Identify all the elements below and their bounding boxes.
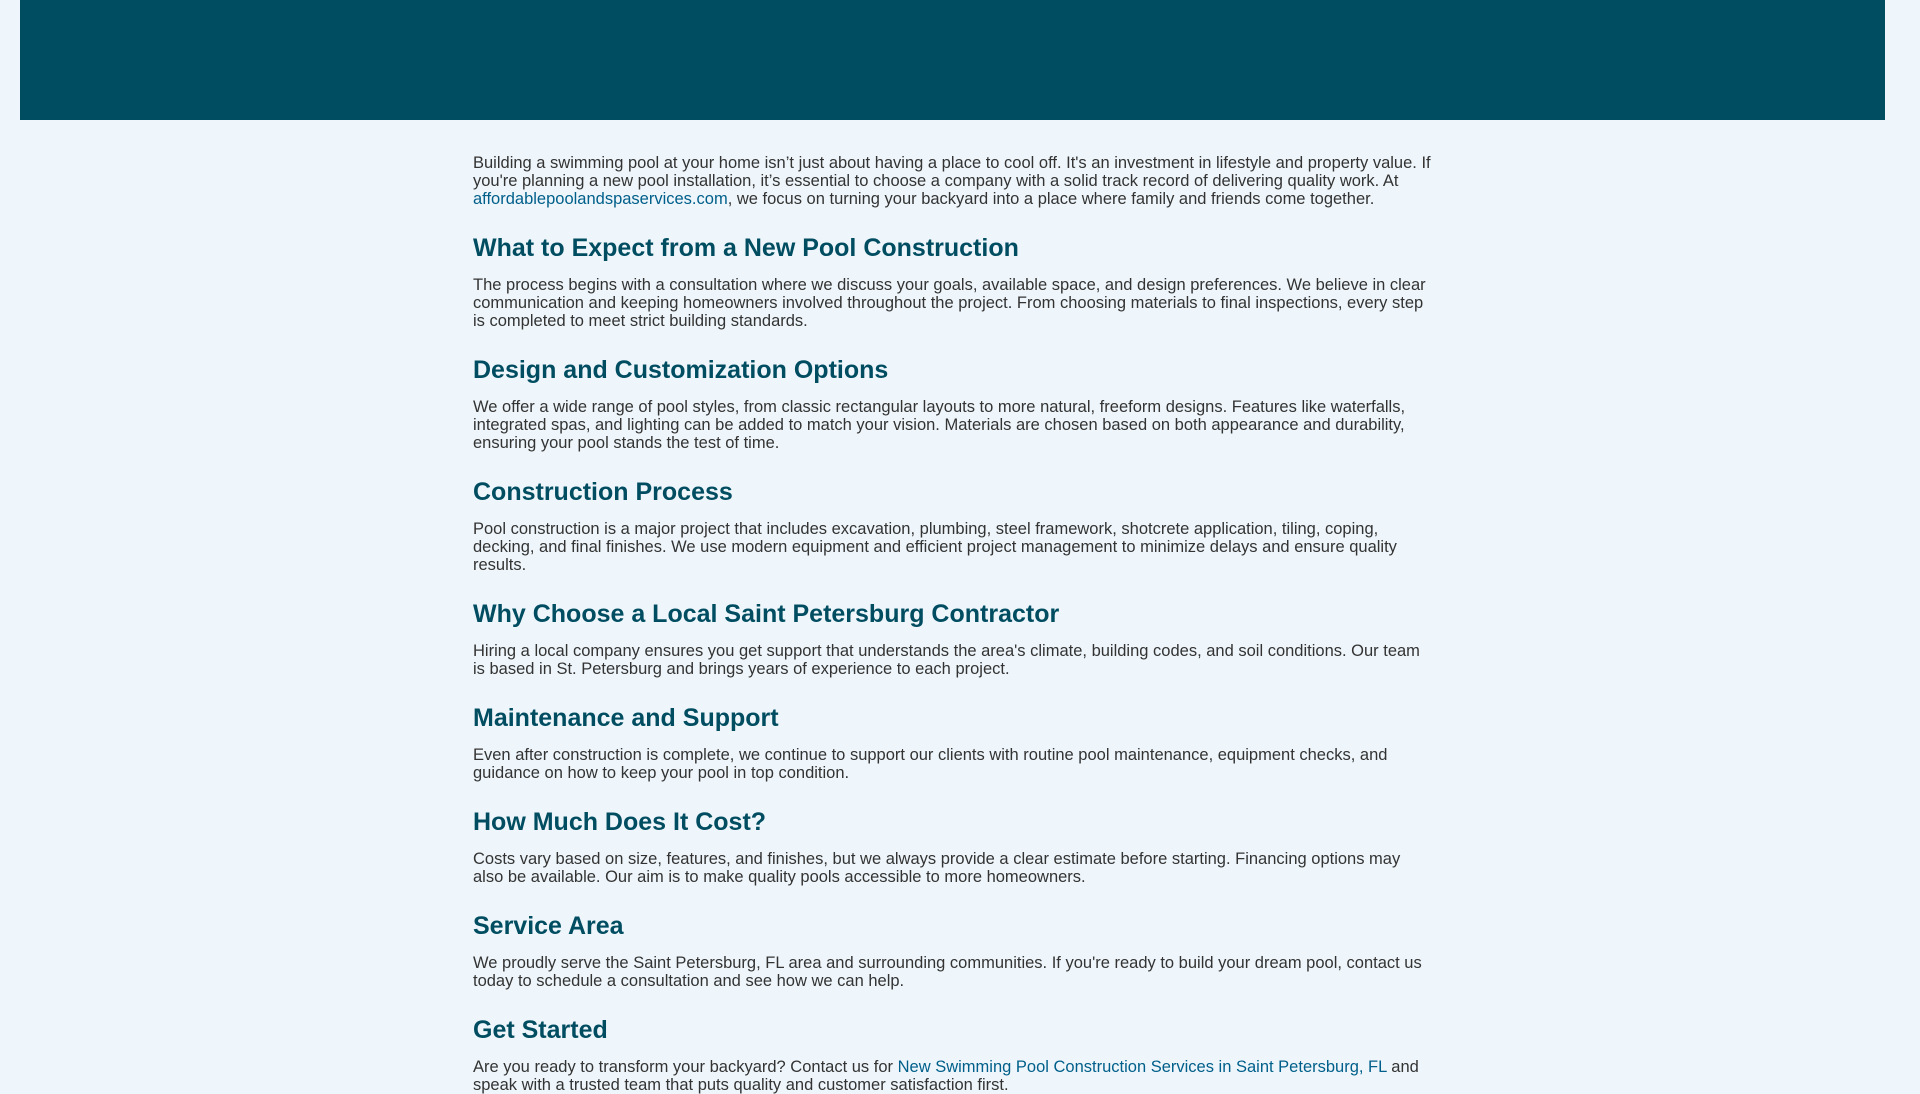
section-heading-cost: How Much Does It Cost? [473, 808, 767, 836]
section-heading-construction: Construction Process [473, 478, 733, 506]
section-body-cost: Costs vary based on size, features, and finishes, but we always provide a clear estimate before starting. Financing options may also be available. Our aim is to make quality pools accessible to more homeowners. [473, 850, 1401, 886]
section-body-design: We offer a wide range of pool styles, from classic rectangular layouts to more natural, freeform designs. Features like waterfalls, integrated spas, and lighting can be added to match your vision. Materials are chosen based on both appearance and durability, ensuring your pool stands the test of time. [473, 398, 1406, 452]
get-started-text-start: Are you ready to transform your backyard? Contact us for [473, 1058, 898, 1076]
article-content [473, 154, 1433, 1094]
section-heading-get-started: Get Started [473, 1016, 608, 1044]
site-link[interactable]: affordablepoolandspaservices.com [473, 190, 728, 208]
section-heading-design: Design and Customization Options [473, 356, 889, 384]
section-heading-service-area: Service Area [473, 912, 624, 940]
section-heading-maintenance: Maintenance and Support [473, 704, 779, 732]
service-link[interactable]: New Swimming Pool Construction Services in Saint Petersburg, FL [897, 1058, 1387, 1076]
section-body-maintenance: Even after construction is complete, we continue to support our clients with routine pool maintenance, equipment checks, and guidance on how to keep your pool in top condition. [473, 746, 1388, 782]
get-started-text-end: and speak with a trusted team that puts quality and customer satisfaction first. [473, 1058, 1419, 1094]
section-heading-local: Why Choose a Local Saint Petersburg Contractor [473, 600, 1060, 628]
header-banner [20, 0, 1885, 120]
intro-text-end: , we focus on turning your backyard into a place where family and friends come together. [727, 190, 1375, 208]
scrollbar-thumb[interactable] [1907, 0, 1918, 830]
intro-paragraph [473, 154, 1433, 208]
section-heading-expect: What to Expect from a New Pool Construction [473, 234, 1019, 262]
section-body-local: Hiring a local company ensures you get support that understands the area's climate, building codes, and soil conditions. Our team is based in St. Petersburg and brings years of experience to each project. [473, 642, 1420, 678]
section-body-service-area: We proudly serve the Saint Petersburg, FL area and surrounding communities. If you're ready to build your dream pool, contact us today to schedule a consultation and see how we can help. [473, 954, 1422, 990]
intro-text-start: Building a swimming pool at your home isn’t just about having a place to cool off. It's an investment in lifestyle and property value. If you're planning a new pool installation, it’s essential to choose a company with a solid track record of delivering quality work. At [473, 154, 1431, 190]
section-body-construction: Pool construction is a major project that includes excavation, plumbing, steel framework, shotcrete application, tiling, coping, decking, and final finishes. We use modern equipment and efficient project management to minimize delays and ensure quality results. [473, 520, 1397, 574]
scrollbar[interactable] [1905, 0, 1920, 1080]
section-body-get-started [473, 1058, 1433, 1094]
section-body-expect: The process begins with a consultation where we discuss your goals, available space, and design preferences. We believe in clear communication and keeping homeowners involved throughout the project. From choosing materials to final inspections, every step is completed to meet strict building standards. [473, 276, 1426, 330]
